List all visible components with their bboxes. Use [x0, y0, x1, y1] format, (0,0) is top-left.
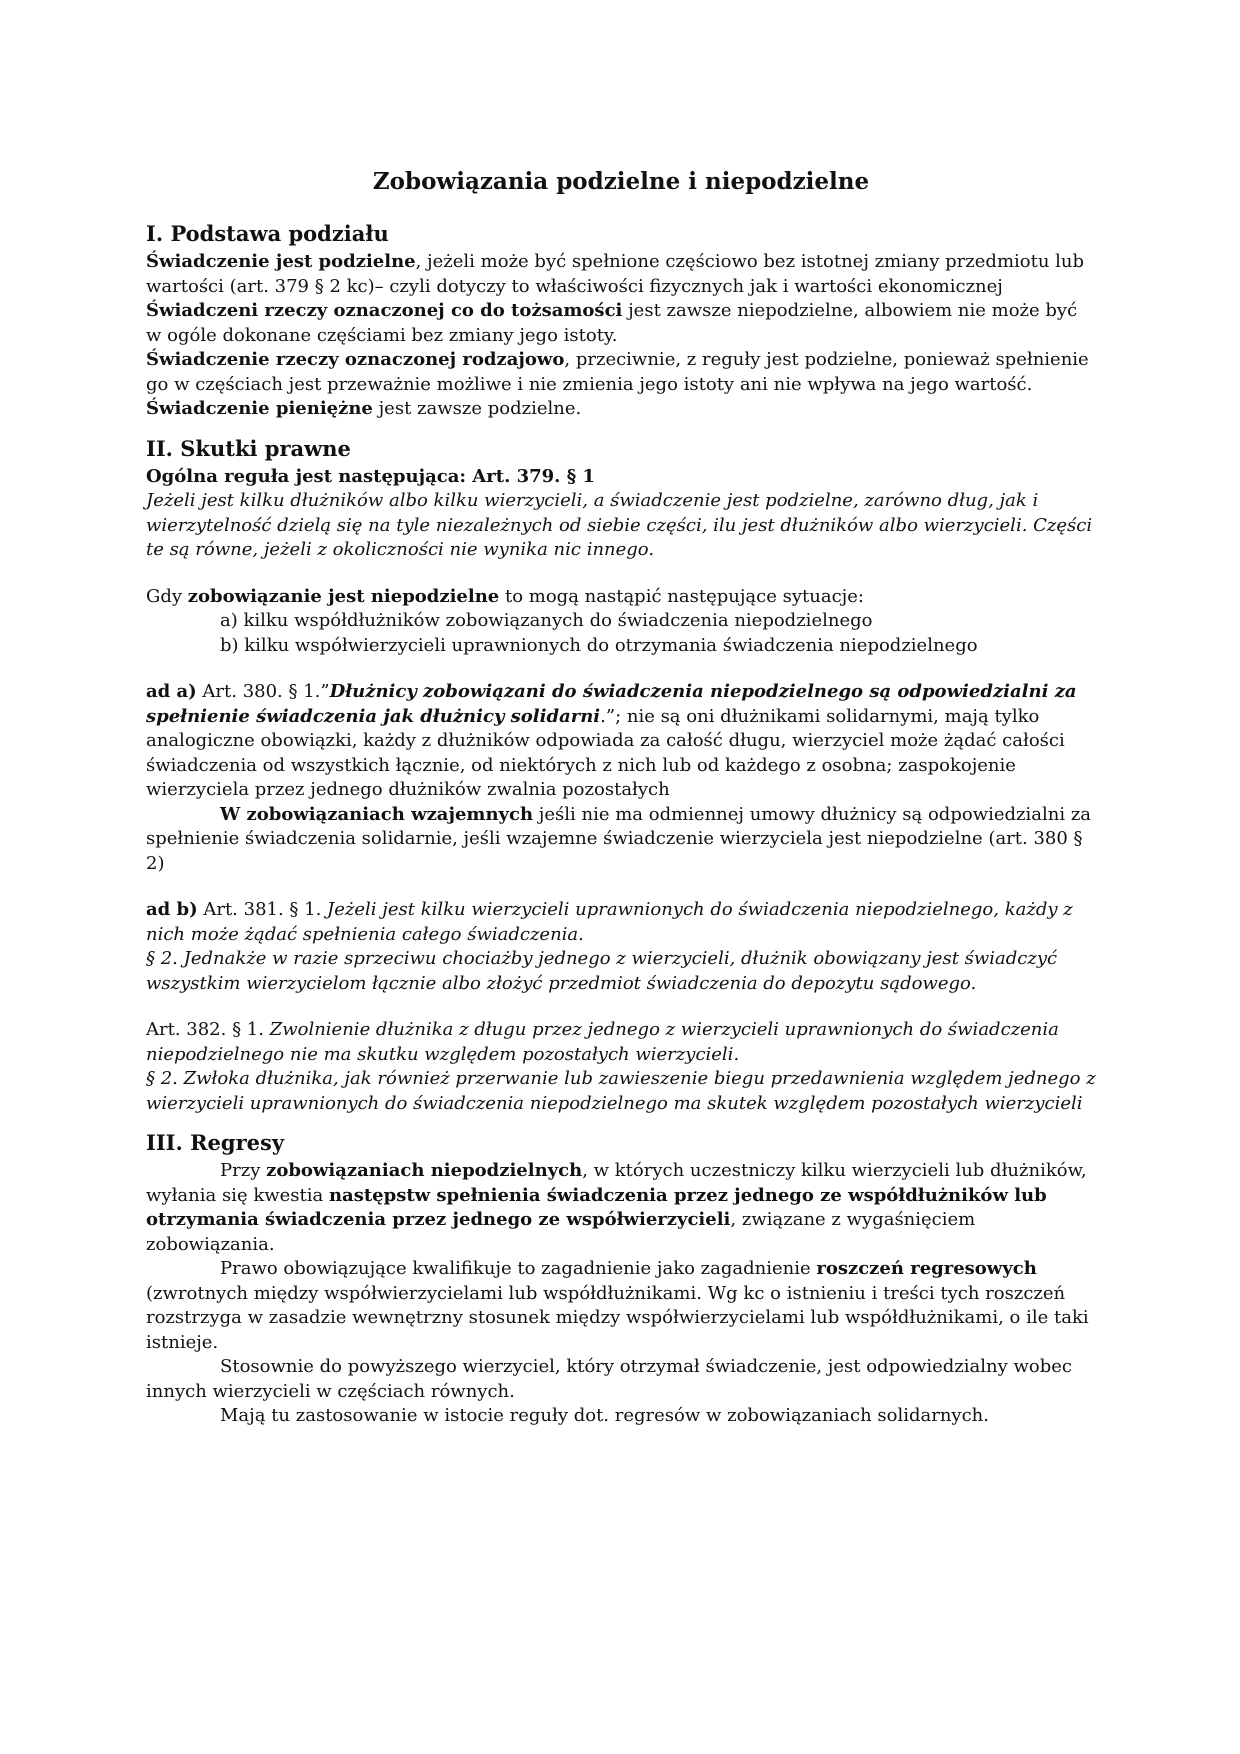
text: , w których uczestniczy kilku wierzycieli lub dłużników, wyłania się kwestia: [146, 1160, 1087, 1206]
article-quote: § 2. Zwłoka dłużnika, jak również przerwanie lub zawieszenie biegu przedawnienia względem jednego z wierzycieli uprawnionych do świadczenia niepodzielnego ma skutek względem pozostałych wierzycieli: [146, 1068, 1096, 1114]
ad-label: ad b): [146, 899, 198, 920]
text: Art. 382. § 1.: [146, 1019, 270, 1040]
document-page: [146, 168, 1096, 1429]
text: Art. 380. § 1.”: [196, 681, 330, 702]
bold-term: następstw spełnienia świadczenia przez jednego ze współdłużników lub otrzymania świadczenia przez jednego ze współwierzycieli: [146, 1184, 1047, 1230]
text: Prawo obowiązujące kwalifikuje to zagadnienie jako zagadnienie: [220, 1258, 817, 1279]
paragraph: [146, 1257, 1096, 1355]
bold-term: Świadczenie jest podzielne: [146, 251, 416, 272]
list-item: a) kilku współdłużników zobowiązanych do świadczenia niepodzielnego: [220, 610, 873, 631]
text: jest zawsze niepodzielne, albowiem nie może być w ogóle dokonane częściami bez zmiany jego istoty.: [146, 300, 1078, 346]
document-title: Zobowiązania podzielne i niepodzielne: [372, 168, 870, 195]
paragraph: [146, 803, 1096, 877]
bold-term: W zobowiązaniach wzajemnych: [220, 803, 534, 825]
paragraph: [146, 250, 1096, 299]
text: Art. 381. § 1.: [197, 899, 328, 920]
text: , związane z wygaśnięciem zobowiązania.: [146, 1209, 976, 1255]
section-heading-2: II. Skutki prawne: [146, 435, 351, 461]
paragraph: [146, 1159, 1096, 1257]
article-quote: Jeżeli jest kilku wierzycieli uprawnionych do świadczenia niepodzielnego, każdy z nich może żądać spełnienia całego świadczenia.: [146, 899, 1073, 945]
text: (zwrotnych między współwierzycielami lub współdłużnikami. Wg kc o istnieniu i treści tych roszczeń rozstrzyga w zasadzie wewnętrzny stosunek między współwierzycielami lub współdłużnikami, o ile taki istnieje.: [146, 1282, 1089, 1353]
article-quote: § 2. Jednakże w razie sprzeciwu chociażby jednego z wierzycieli, dłużnik obowiązany jest świadczyć wszystkim wierzycielom łącznie albo złożyć przedmiot świadczenia do depozytu sądowego.: [146, 948, 1058, 994]
section-heading-3: III. Regresy: [146, 1130, 285, 1155]
paragraph: [146, 1018, 1096, 1067]
text: jeśli nie ma odmiennej umowy dłużnicy są odpowiedzialni za spełnienie świadczenia solidarnie, jeśli wzajemne świadczenie wierzyciela jest niepodzielne (art. 380 § 2): [146, 803, 1092, 874]
list-item: b) kilku współwierzycieli uprawnionych do otrzymania świadczenia niepodzielnego: [220, 634, 978, 656]
article-quote: Jeżeli jest kilku dłużników albo kilku wierzycieli, a świadczenie jest podzielne, zarówno dług, jak i wierzytelność dzielą się na tyle niezależnych od siebie części, ilu jest dłużników albo wierzycieli. Części te są równe, jeżeli z okoliczności nie wynika nic innego.: [146, 490, 1093, 560]
bold-term: zobowiązanie jest niepodzielne: [187, 585, 500, 607]
rule-heading: Ogólna reguła jest następująca: Art. 379. § 1: [146, 465, 595, 487]
ad-label: ad a): [146, 681, 197, 702]
text: Gdy: [146, 585, 188, 607]
paragraph: [146, 680, 1096, 803]
article-quote: Zwolnienie dłużnika z długu przez jednego z wierzycieli uprawnionych do świadczenia niepodzielnego nie ma skutku względem pozostałych wierzycieli.: [146, 1019, 1059, 1065]
text: .”; nie są oni dłużnikami solidarnymi, mają tylko analogiczne obowiązki, każdy z dłużników odpowiada za całość długu, wierzyciel może żądać całości świadczenia od wszystkich łącznie, od niektórych z nich lub od każdego z osobna; zaspokojenie wierzyciela przez jednego dłużników zwalnia pozostałych: [146, 705, 1065, 800]
bold-term: roszczeń regresowych: [816, 1258, 1037, 1279]
section-heading-1: I. Podstawa podziału: [146, 221, 389, 246]
bold-term: zobowiązaniach niepodzielnych: [266, 1160, 583, 1181]
paragraph: [146, 299, 1096, 348]
article-quote: Dłużnicy zobowiązani do świadczenia niepodzielnego są odpowiedzialni za spełnienie świadczenia jak dłużnicy solidarni: [146, 681, 1077, 727]
text: , przeciwnie, z reguły jest podzielne, ponieważ spełnienie go w częściach jest przeważnie możliwe i nie zmienia jego istoty ani nie wpływa na jego wartość.: [146, 349, 1089, 395]
bold-term: Świadczenie pieniężne: [146, 398, 373, 419]
bold-term: Świadczeni rzeczy oznaczonej co do tożsamości: [146, 300, 623, 321]
paragraph: [146, 397, 1096, 422]
paragraph: [146, 348, 1096, 397]
text: Przy: [220, 1160, 267, 1181]
text: jest zawsze podzielne.: [372, 398, 582, 419]
paragraph: Mają tu zastosowanie w istocie reguły dot. regresów w zobowiązaniach solidarnych.: [220, 1405, 989, 1426]
paragraph: [146, 898, 1096, 947]
bold-term: Świadczenie rzeczy oznaczonej rodzajowo: [146, 349, 565, 370]
paragraph: [146, 585, 1096, 610]
text: , jeżeli może być spełnione częściowo bez istotnej zmiany przedmiotu lub wartości (art. 379 § 2 kc)– czyli dotyczy to właściwości fizycznych jak i wartości ekonomicznej: [146, 251, 1085, 297]
paragraph: Stosownie do powyższego wierzyciel, który otrzymał świadczenie, jest odpowiedzialny wobec innych wierzycieli w częściach równych.: [146, 1356, 1072, 1402]
text: to mogą nastąpić następujące sytuacje:: [499, 585, 864, 607]
